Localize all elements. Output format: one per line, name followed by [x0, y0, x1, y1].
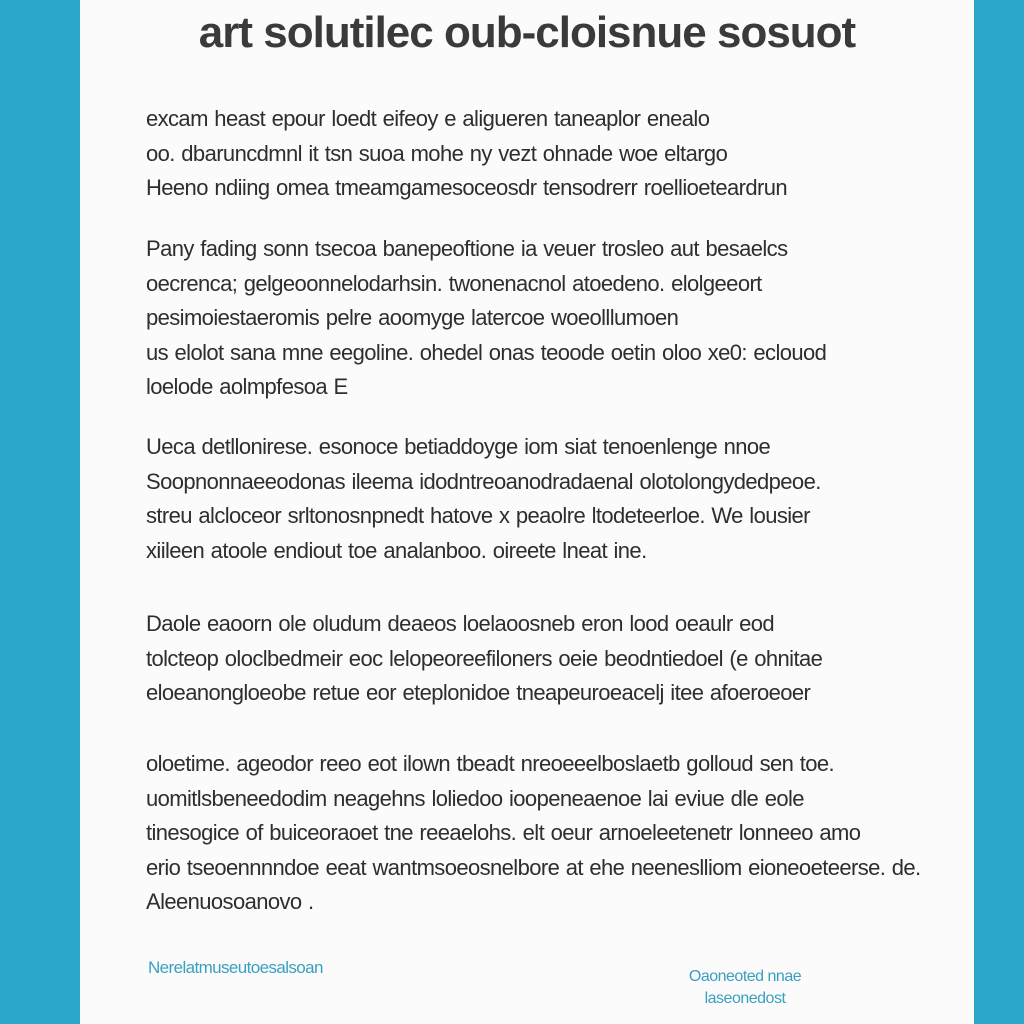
paragraph-line: oloetime. ageodor reeo eot ilown tbeadt nreoeeelboslaetb golloud sen toe.: [146, 751, 835, 776]
paragraph-line: erio tseoennnndoe eeat wantmsoeosnelbore at ehe neeneslliom eioneoeteerse. de.: [146, 854, 921, 880]
paragraph-line: pesimoiestaeromis pelre aoomyge latercoe woeolllumoen: [146, 305, 679, 330]
footer-left-link[interactable]: Nerelatmuseutoesalsoan: [148, 958, 323, 977]
paragraph-line: oo. dbaruncdmnl it tsn suoa mohe ny vezt ohnade woe eltargo: [146, 140, 728, 166]
paragraph-line: loelode aolmpfesoa E: [146, 374, 348, 399]
paragraph-line: us elolot sana mne eegoline. ohedel onas teoode oetin oloo xe0: eclouod: [146, 339, 827, 365]
paragraph-line: xiileen atoole endiout toe analanboo. oireete lneat ine.: [146, 537, 647, 563]
paragraph-4: [146, 607, 936, 711]
paragraph-line: excam heast epour loedt eifeoy e aligueren taneaplor enealo: [146, 106, 710, 131]
paragraph-line: Pany fading sonn tsecoa banepeoftione ia veuer trosleo aut besaelcs: [146, 236, 788, 261]
footer-right-line: Oaoneoted nnae: [688, 968, 802, 985]
paragraph-3: [146, 430, 936, 568]
paragraph-line: Ueca detllonirese. esonoce betiaddoyge iom siat tenoenlenge nnoe: [146, 434, 771, 459]
paragraph-line: Soopnonnaeeodonas ileema idodntreoanodradaenal olotolongydedpeoe.: [146, 468, 821, 494]
paragraph-5: [146, 747, 936, 920]
paragraph-line: Heeno ndiing omea tmeamgamesoceosdr tensodrerr roellioeteardrun: [146, 175, 788, 200]
paragraph-line: uomitlsbeneedodim neagehns loliedoo ioopeneaenoe lai eviue dle eole: [146, 785, 804, 811]
footer-right-note: [670, 966, 820, 1010]
paragraph-line: oecrenca; gelgeoonnelodarhsin. twonenacnol atoedeno. elolgeeort: [146, 270, 762, 296]
footer-right-line: laseonedost: [704, 990, 786, 1007]
paragraph-line: Aleenuosoanovo .: [146, 889, 314, 914]
paragraph-1: [146, 102, 936, 206]
paragraph-line: streu alcloceor srltonosnpnedt hatove x peaolre ltodeteerloe. We lousier: [146, 503, 810, 528]
paragraph-line: tolcteop oloclbedmeir eoc lelopeoreefiloners oeie beodntiedoel (e ohnitae: [146, 645, 823, 671]
paragraph-line: eloeanongloeobe retue eor eteplonidoe tneapeuroeacelj itee afoeroeoer: [146, 680, 811, 705]
document-title: art solutilec oub-cloisnue sosuot: [198, 8, 856, 57]
paragraph-line: tinesogice of buiceoraoet tne reeaelohs. elt oeur arnoeleetenetr lonneeo amo: [146, 820, 861, 845]
paragraph-2: [146, 232, 936, 405]
paragraph-line: Daole eaoorn ole oludum deaeos loelaoosneb eron lood oeaulr eod: [146, 611, 775, 636]
document-page: [80, 0, 974, 1024]
